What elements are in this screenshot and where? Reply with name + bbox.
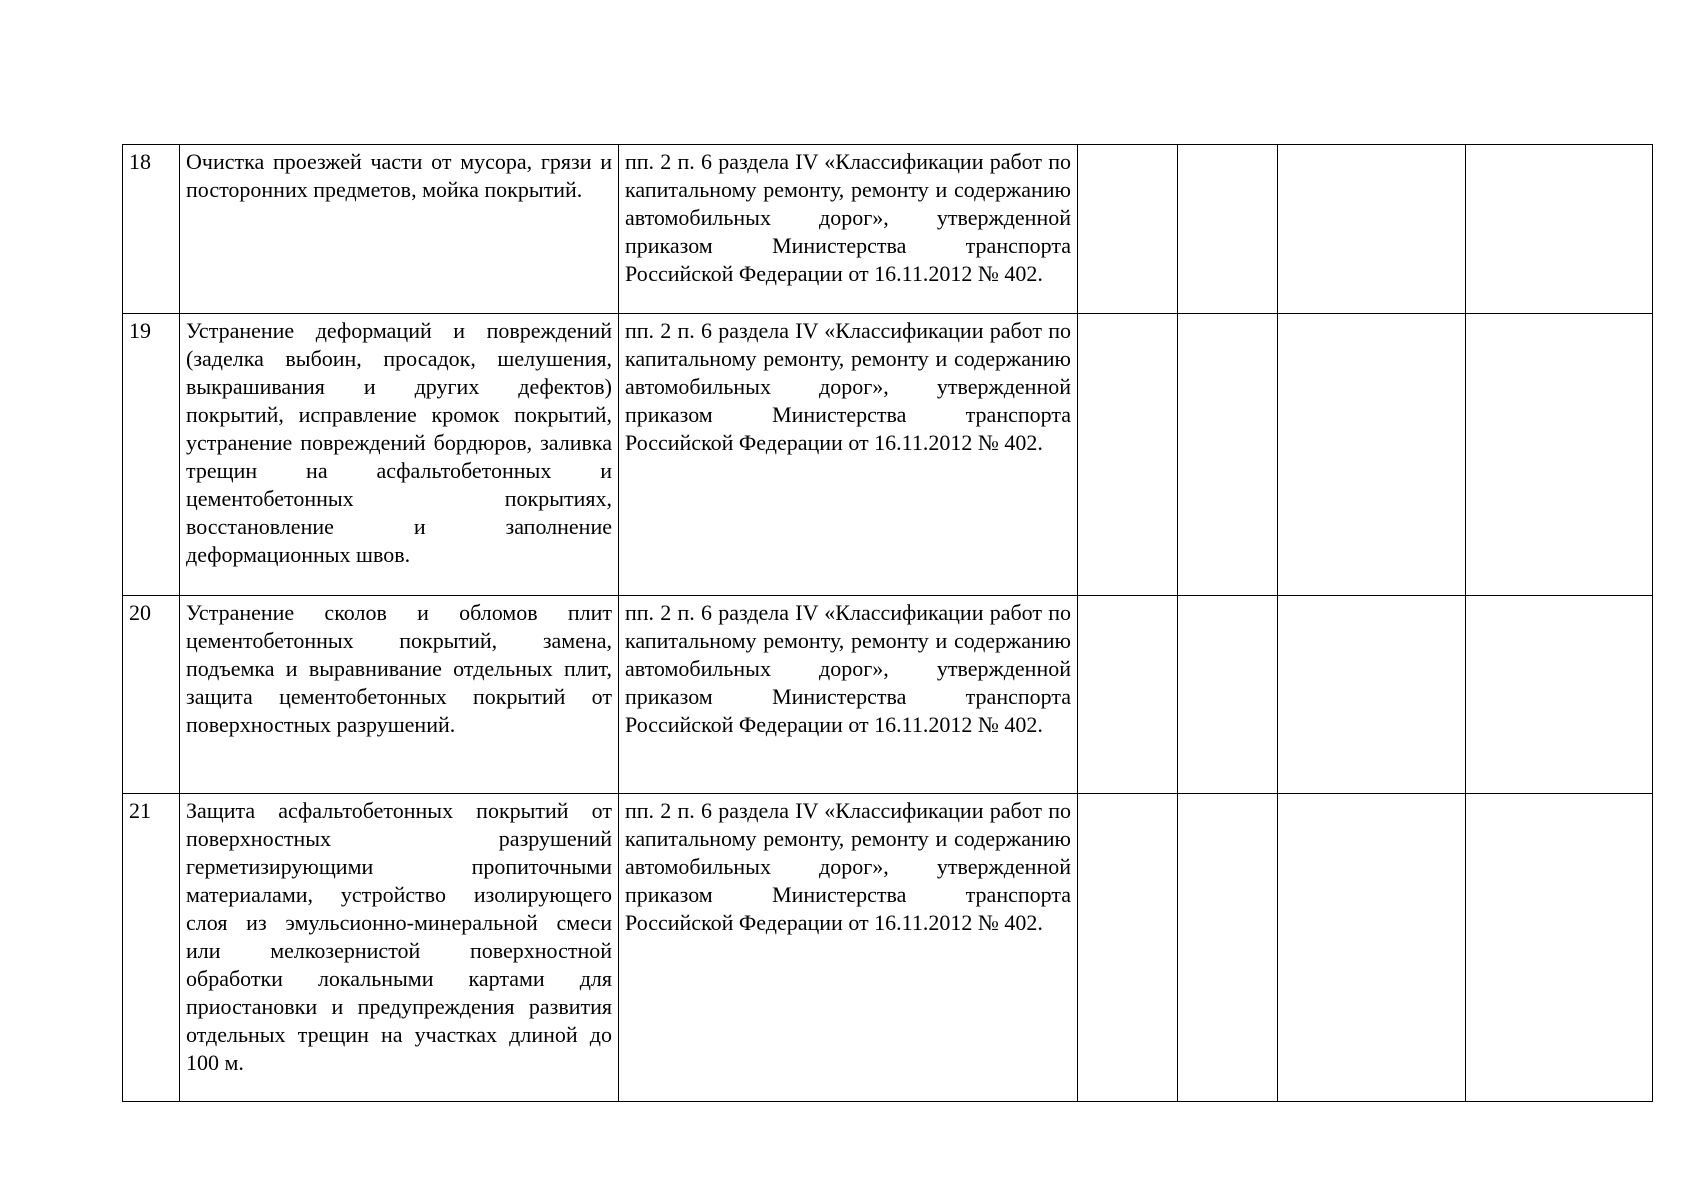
table-row <box>123 794 1653 1102</box>
empty-cell <box>1466 145 1653 314</box>
empty-cell <box>1078 794 1178 1102</box>
table-row <box>123 145 1653 314</box>
empty-cell <box>1178 145 1278 314</box>
empty-cell <box>1278 596 1466 794</box>
empty-cell <box>1078 314 1178 596</box>
legal-basis: пп. 2 п. 6 раздела IV «Классификации работ по капитальному ремонту, ремонту и содержанию автомобильных дорог», утвержденной приказом Министерства транспорта Российской Федерации от 16.11.2012 № 402. <box>619 596 1078 794</box>
row-number: 18 <box>123 145 180 314</box>
works-table <box>122 144 1653 1102</box>
empty-cell <box>1178 314 1278 596</box>
row-number: 19 <box>123 314 180 596</box>
empty-cell <box>1278 145 1466 314</box>
empty-cell <box>1278 794 1466 1102</box>
work-description: Защита асфальтобетонных покрытий от поверхностных разрушений герметизирующими пропиточными материалами, устройство изолирующего слоя из эмульсионно-минеральной смеси или мелкозернистой поверхностной обработки локальными картами для приостановки и предупреждения развития отдельных трещин на участках длиной до 100 м. <box>180 794 619 1102</box>
work-description: Очистка проезжей части от мусора, грязи и посторонних предметов, мойка покрытий. <box>180 145 619 314</box>
empty-cell <box>1178 794 1278 1102</box>
legal-basis: пп. 2 п. 6 раздела IV «Классификации работ по капитальному ремонту, ремонту и содержанию автомобильных дорог», утвержденной приказом Министерства транспорта Российской Федерации от 16.11.2012 № 402. <box>619 794 1078 1102</box>
legal-basis: пп. 2 п. 6 раздела IV «Классификации работ по капитальному ремонту, ремонту и содержанию автомобильных дорог», утвержденной приказом Министерства транспорта Российской Федерации от 16.11.2012 № 402. <box>619 314 1078 596</box>
legal-basis: пп. 2 п. 6 раздела IV «Классификации работ по капитальному ремонту, ремонту и содержанию автомобильных дорог», утвержденной приказом Министерства транспорта Российской Федерации от 16.11.2012 № 402. <box>619 145 1078 314</box>
empty-cell <box>1466 314 1653 596</box>
work-description: Устранение сколов и обломов плит цементобетонных покрытий, замена, подъемка и выравнивание отдельных плит, защита цементобетонных покрытий от поверхностных разрушений. <box>180 596 619 794</box>
empty-cell <box>1178 596 1278 794</box>
empty-cell <box>1278 314 1466 596</box>
empty-cell <box>1078 596 1178 794</box>
empty-cell <box>1466 596 1653 794</box>
row-number: 21 <box>123 794 180 1102</box>
empty-cell <box>1078 145 1178 314</box>
work-description: Устранение деформаций и повреждений (заделка выбоин, просадок, шелушения, выкрашивания и других дефектов) покрытий, исправление кромок покрытий, устранение повреждений бордюров, заливка трещин на асфальтобетонных и цементобетонных покрытиях, восстановление и заполнение деформационных швов. <box>180 314 619 596</box>
table-row <box>123 314 1653 596</box>
row-number: 20 <box>123 596 180 794</box>
empty-cell <box>1466 794 1653 1102</box>
table-row <box>123 596 1653 794</box>
